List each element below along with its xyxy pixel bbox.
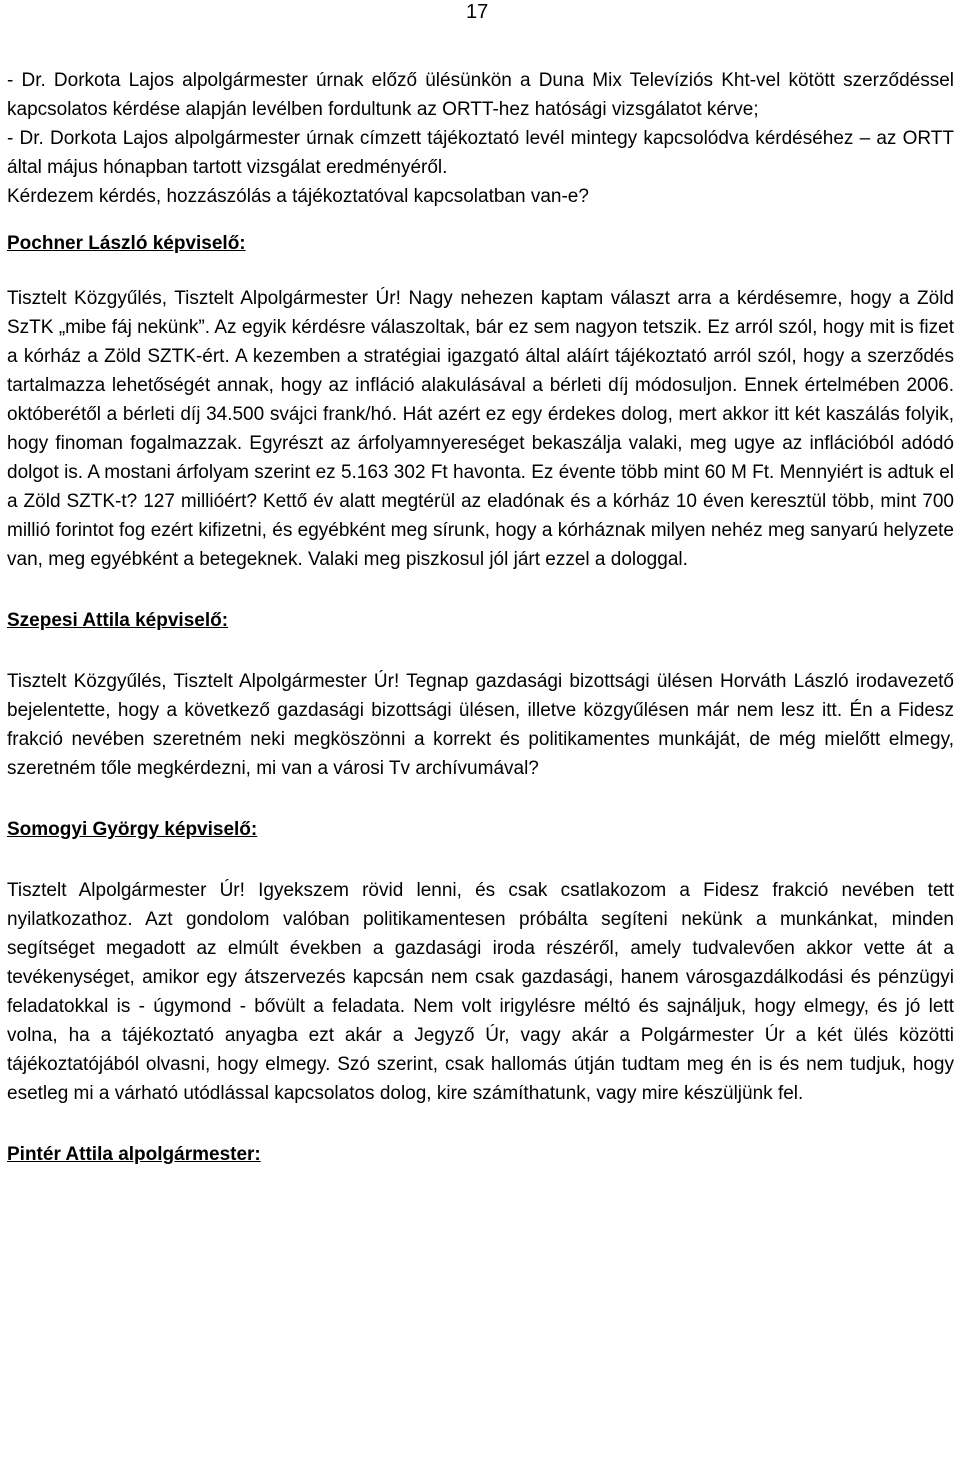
bullet-text: - Dr. Dorkota Lajos alpolgármester úrnak címzett tájékoztató levél mintegy kapcsolódva kérdéséhez – az ORTT által május hónapban tartott vizsgálat eredményéről. [7,128,954,178]
speaker-heading: Pochner László képviselő: [7,233,246,254]
speaker-heading: Szepesi Attila képviselő: [7,610,229,631]
speech-paragraph: Tisztelt Közgyűlés, Tisztelt Alpolgármester Úr! Tegnap gazdasági bizottsági ülésen Horváth László irodavezető bejelentette, hogy a következő gazdasági bizottsági ülésen, illetve közgyűlésen már nem lesz itt. Én a Fidesz frakció nevében szeretném neki megköszönni a korrekt és politikamentes munkáját, de még mielőtt elmegy, szeretném tőle megkérdezni, mi van a városi Tv archívumával? [7,671,954,779]
page-number: 17 [466,1,489,23]
speech-paragraph: Tisztelt Alpolgármester Úr! Igyekszem rövid lenni, és csak csatlakozom a Fidesz frakció nevében tett nyilatkozathoz. Azt gondolom valóban politikamentesen próbálta segíteni nekünk a munkánkat, minden segítséget megadott az elmúlt években a gazdasági iroda részéről, amely tudvalevően akkor vette át a tevékenységet, amikor egy átszervezés kapcsán nem csak gazdasági, hanem városgazdálkodási és pénzügyi feladatokkal is - úgymond - bővült a feladata. Nem volt irigylésre méltó és sajnáljuk, hogy elmegy, és jó lett volna, ha a tájékoztató anyagba ezt akár a Jegyző Úr, vagy akár a Polgármester Úr a két ülés közötti tájékoztatójából olvasni, hogy elmegy. Szó szerint, csak hallomás útján tudtam meg én is és nem tudjuk, hogy esetleg mi a várható utódlással kapcsolatos dolog, kire számíthatunk, vagy mire készüljünk fel. [7,880,954,1104]
bullet-text: - Dr. Dorkota Lajos alpolgármester úrnak előző ülésünkön a Duna Mix Televíziós Kht-vel kötött szerződéssel kapcsolatos kérdése alapján levélben fordultunk az ORTT-hez hatósági vizsgálatot kérve; [7,70,954,120]
speech-paragraph: Tisztelt Közgyűlés, Tisztelt Alpolgármester Úr! Nagy nehezen kaptam választ arra a kérdésemre, hogy a Zöld SzTK „mibe fáj nekünk”. Az egyik kérdésre válaszoltak, bár ez sem nagyon tetszik. Ez arról szól, hogy mit is fizet a kórház a Zöld SZTK-ért. A kezemben a stratégiai igazgató által aláírt tájékoztató arról szól, hogy a szerződés tartalmazza lehetőségét annak, hogy az infláció alakulásával a bérleti díj módosuljon. Ennek értelmében 2006. októberétől a bérleti díj 34.500 svájci frank/hó. Hát azért ez egy érdekes dolog, mert akkor itt két kaszálás folyik, hogy finoman fogalmazzak. Egyrészt az árfolyamnyereséget bekaszálja valaki, meg ugye az inflációból adódó dolgot is. A mostani árfolyam szerint ez 5.163 302 Ft havonta. Ez évente több mint 60 M Ft. Mennyiért is adtuk el a Zöld SZTK-t? 127 millióért? Kettő év alatt megtérül az eladónak és a kórház 10 éven keresztül több, mint 700 millió forintot fog ezért kifizetni, és egyébként meg sírunk, hogy a kórháznak milyen nehéz meg sanyarú helyzete van, meg egyébként a betegeknek. Valaki meg piszkosul jól járt ezzel a dologgal. [7,288,954,570]
speaker-heading: Pintér Attila alpolgármester: [7,1144,261,1165]
speaker-heading: Somogyi György képviselő: [7,819,258,840]
list-item [7,124,954,182]
list-item [7,66,954,124]
document-body [7,66,954,1169]
chair-question: Kérdezem kérdés, hozzászólás a tájékoztatóval kapcsolatban van-e? [7,186,589,207]
